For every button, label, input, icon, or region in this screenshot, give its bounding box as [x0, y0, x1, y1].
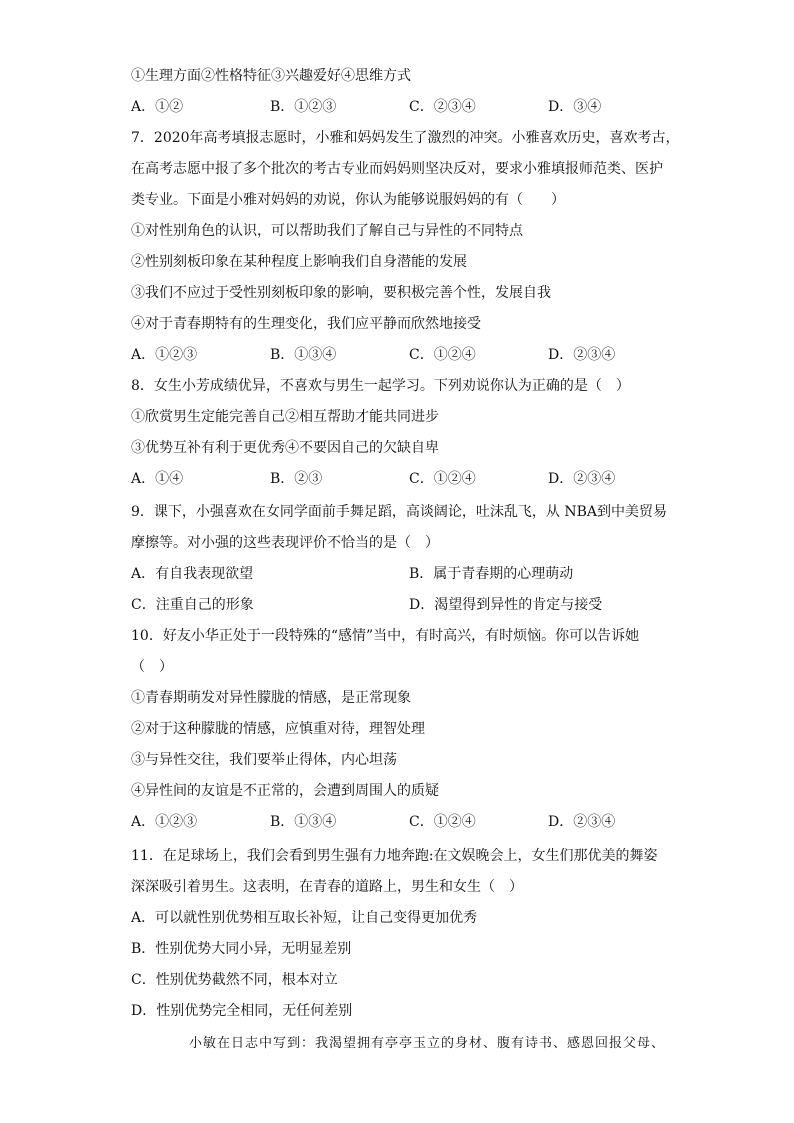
- q11-stem-line-2: 深深吸引着男生。这表明，在青春的道路上，男生和女生（ ）: [131, 879, 523, 895]
- q8-option-c: C．①②④: [409, 471, 476, 487]
- q7-statement-4: ④对于青春期特有的生理变化，我们应平静而欣然地接受: [131, 316, 481, 332]
- q10-stem-line-1: 10．好友小华正处于一段特殊的“感情”当中，有时高兴，有时烦恼。你可以告诉她: [131, 628, 640, 644]
- q7-statement-3: ③我们不应过于受性别刻板印象的影响，要积极完善个性，发展自我: [131, 285, 551, 301]
- q8-stem: 8．女生小芳成绩优异，不喜欢与男生一起学习。下列劝说你认为正确的是（ ）: [131, 378, 630, 394]
- q6-option-b: B．①②③: [270, 99, 337, 115]
- q9-option-a: A．有自我表现欲望: [131, 566, 254, 582]
- q8-option-d: D．②③④: [548, 471, 616, 487]
- q11-option-a: A．可以就性别优势相互取长补短，让自己变得更加优秀: [131, 910, 478, 926]
- q11-stem-line-1: 11．在足球场上，我们会看到男生强有力地奔跑:在文娱晚会上，女生们那优美的舞姿: [131, 848, 658, 864]
- q11-option-c: C．性别优势截然不同，根本对立: [131, 972, 338, 988]
- q10-option-b: B．①③④: [270, 814, 337, 830]
- q10-option-a: A．①②③: [131, 814, 198, 830]
- q11-option-b: B．性别优势大同小异，无明显差别: [131, 941, 352, 957]
- q7-option-b: B．①③④: [270, 347, 337, 363]
- q7-option-a: A．①②③: [131, 347, 198, 363]
- q6-option-d: D．③④: [548, 99, 602, 115]
- q7-stem-line-3: 类专业。下面是小雅对妈妈的劝说，你认为能够说服妈妈的有（ ）: [131, 192, 565, 208]
- q9-option-c: C．注重自己的形象: [131, 597, 254, 613]
- q10-option-d: D．②③④: [548, 814, 616, 830]
- q6-statements: ①生理方面②性格特征③兴趣爱好④思维方式: [131, 68, 411, 84]
- q9-option-b: B．属于青春期的心理萌动: [409, 566, 574, 582]
- q7-stem-line-2: 在高考志愿中报了多个批次的考古专业而妈妈则坚决反对，要求小雅填报师范类、医护: [131, 161, 663, 177]
- q8-option-b: B．②③: [270, 471, 323, 487]
- q11-option-d: D．性别优势完全相同，无任何差别: [131, 1003, 353, 1019]
- q10-option-c: C．①②④: [409, 814, 476, 830]
- q8-option-a: A．①④: [131, 471, 184, 487]
- q7-statement-2: ②性别刻板印象在某种程度上影响我们自身潜能的发展: [131, 254, 467, 270]
- q10-statement-3: ③与异性交往，我们要举止得体，内心坦荡: [131, 752, 397, 768]
- q10-statement-4: ④异性间的友谊是不正常的，会遭到周围人的质疑: [131, 783, 439, 799]
- q10-statement-2: ②对于这种朦胧的情感，应慎重对待，理智处理: [131, 721, 425, 737]
- q9-stem-line-1: 9．课下，小强喜欢在女同学面前手舞足蹈，高谈阔论，吐沫乱飞，从 NBA到中美贸易: [131, 504, 668, 520]
- q8-statements-1: ①欣赏男生定能完善自己②相互帮助才能共同进步: [131, 409, 439, 425]
- q9-option-d: D．渴望得到异性的肯定与接受: [409, 597, 603, 613]
- q7-stem-line-1: 7．2020年高考填报志愿时，小雅和妈妈发生了激烈的冲突。小雅喜欢历史，喜欢考古，: [131, 130, 680, 146]
- q6-option-c: C．②③④: [409, 99, 476, 115]
- q7-option-c: C．①②④: [409, 347, 476, 363]
- q9-stem-line-2: 摩擦等。对小强的这些表现评价不恰当的是（ ）: [131, 535, 439, 551]
- q7-statement-1: ①对性别角色的认识，可以帮助我们了解自己与异性的不同特点: [131, 223, 523, 239]
- q7-option-d: D．②③④: [548, 347, 616, 363]
- q8-statements-2: ③优势互补有利于更优秀④不要因自己的欠缺自卑: [131, 440, 439, 456]
- q10-statement-1: ①青春期萌发对异性朦胧的情感，是正常现象: [131, 690, 411, 706]
- q10-stem-line-2: （ ）: [131, 659, 173, 675]
- q6-option-a: A．①②: [131, 99, 184, 115]
- q12-stem-partial: 小敏在日志中写到：我渴望拥有亭亭玉立的身材、腹有诗书、感恩回报父母、: [189, 1036, 666, 1051]
